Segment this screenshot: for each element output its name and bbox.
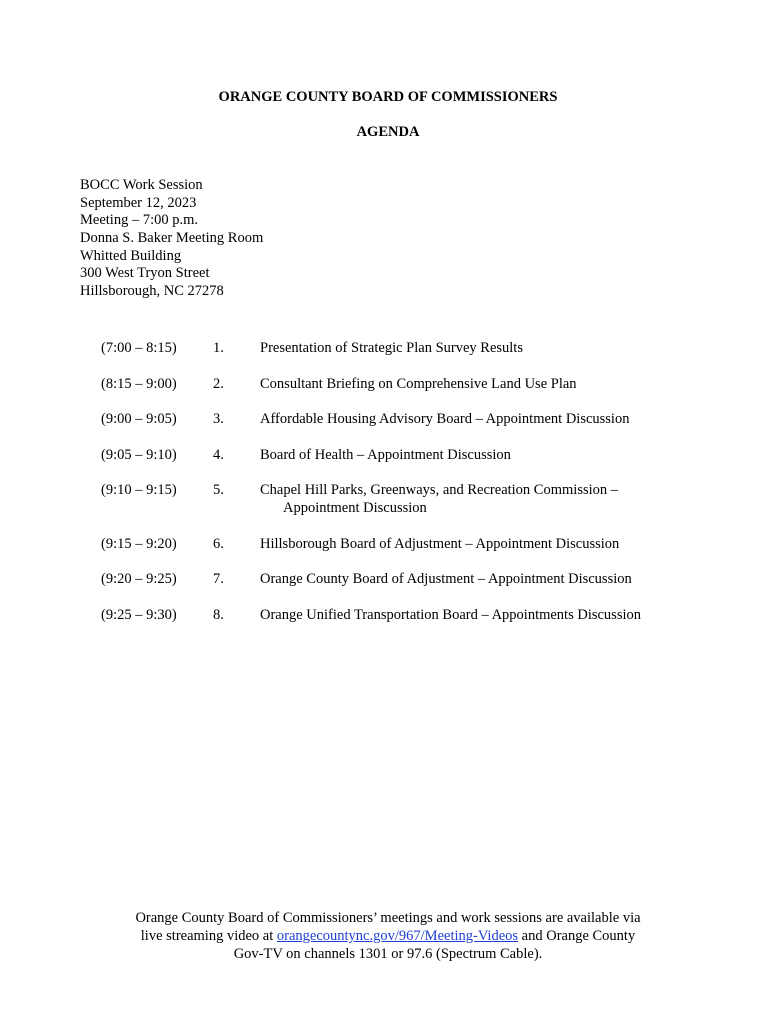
footer-line-3: Gov-TV on channels 1301 or 97.6 (Spectrum Cable). — [233, 946, 543, 962]
agenda-item-number: 5. — [213, 482, 224, 498]
meeting-building: Whitted Building — [80, 247, 182, 264]
agenda-item-title: Board of Health – Appointment Discussion — [260, 447, 511, 463]
footer-line-2-suffix: and Orange County — [518, 928, 636, 944]
meeting-info — [80, 177, 263, 301]
footer-note — [0, 909, 770, 963]
agenda-item-number: 7. — [213, 571, 224, 587]
meeting-date: September 12, 2023 — [80, 194, 197, 211]
agenda-item — [0, 410, 770, 450]
meeting-videos-link[interactable]: orangecountync.gov/967/Meeting-Videos — [276, 928, 519, 944]
agenda-item-number: 2. — [213, 376, 224, 392]
agenda-item-time: (9:10 – 9:15) — [101, 482, 177, 498]
agenda-item-time: (7:00 – 8:15) — [101, 340, 177, 356]
agenda-item — [0, 446, 770, 486]
meeting-street: 300 West Tryon Street — [80, 265, 210, 282]
agenda-item-time: (9:20 – 9:25) — [101, 571, 177, 587]
agenda-item-number: 6. — [213, 536, 224, 552]
footer-line-2 — [0, 927, 770, 945]
agenda-item — [0, 339, 770, 379]
agenda-item-time: (8:15 – 9:00) — [101, 376, 177, 392]
agenda-item — [0, 535, 770, 575]
agenda-heading: AGENDA — [356, 124, 420, 140]
footer-line-1: Orange County Board of Commissioners’ meetings and work sessions are available via — [135, 910, 641, 926]
agenda-item-number: 3. — [213, 411, 224, 427]
agenda-item-title: Chapel Hill Parks, Greenways, and Recreation Commission – — [260, 482, 619, 498]
agenda-item-title: Consultant Briefing on Comprehensive Land Use Plan — [260, 376, 577, 392]
meeting-type: BOCC Work Session — [80, 177, 203, 193]
agenda-item-title: Orange County Board of Adjustment – Appointment Discussion — [260, 571, 632, 587]
agenda-item — [0, 375, 770, 415]
agenda-item — [0, 481, 770, 521]
footer-line-2-prefix: live streaming video at — [140, 928, 277, 944]
agenda-item — [0, 570, 770, 610]
agenda-item-time: (9:15 – 9:20) — [101, 536, 177, 552]
agenda-item — [0, 606, 770, 646]
meeting-city: Hillsborough, NC 27278 — [80, 283, 224, 300]
agenda-item-title: Affordable Housing Advisory Board – Appointment Discussion — [260, 411, 630, 427]
agenda-item-title: Orange Unified Transportation Board – Appointments Discussion — [260, 607, 642, 623]
agenda-item-number: 8. — [213, 607, 224, 623]
meeting-room: Donna S. Baker Meeting Room — [80, 230, 264, 247]
agenda-item-title-continuation: Appointment Discussion — [283, 500, 427, 516]
agenda-item-number: 1. — [213, 340, 224, 356]
organization-title: ORANGE COUNTY BOARD OF COMMISSIONERS — [218, 89, 558, 105]
meeting-time: Meeting – 7:00 p.m. — [80, 212, 199, 229]
agenda-item-time: (9:00 – 9:05) — [101, 411, 177, 427]
agenda-item-number: 4. — [213, 447, 224, 463]
agenda-item-time: (9:25 – 9:30) — [101, 607, 177, 623]
agenda-item-time: (9:05 – 9:10) — [101, 447, 177, 463]
agenda-item-title: Presentation of Strategic Plan Survey Results — [260, 340, 523, 356]
agenda-item-title: Hillsborough Board of Adjustment – Appointment Discussion — [260, 536, 620, 552]
